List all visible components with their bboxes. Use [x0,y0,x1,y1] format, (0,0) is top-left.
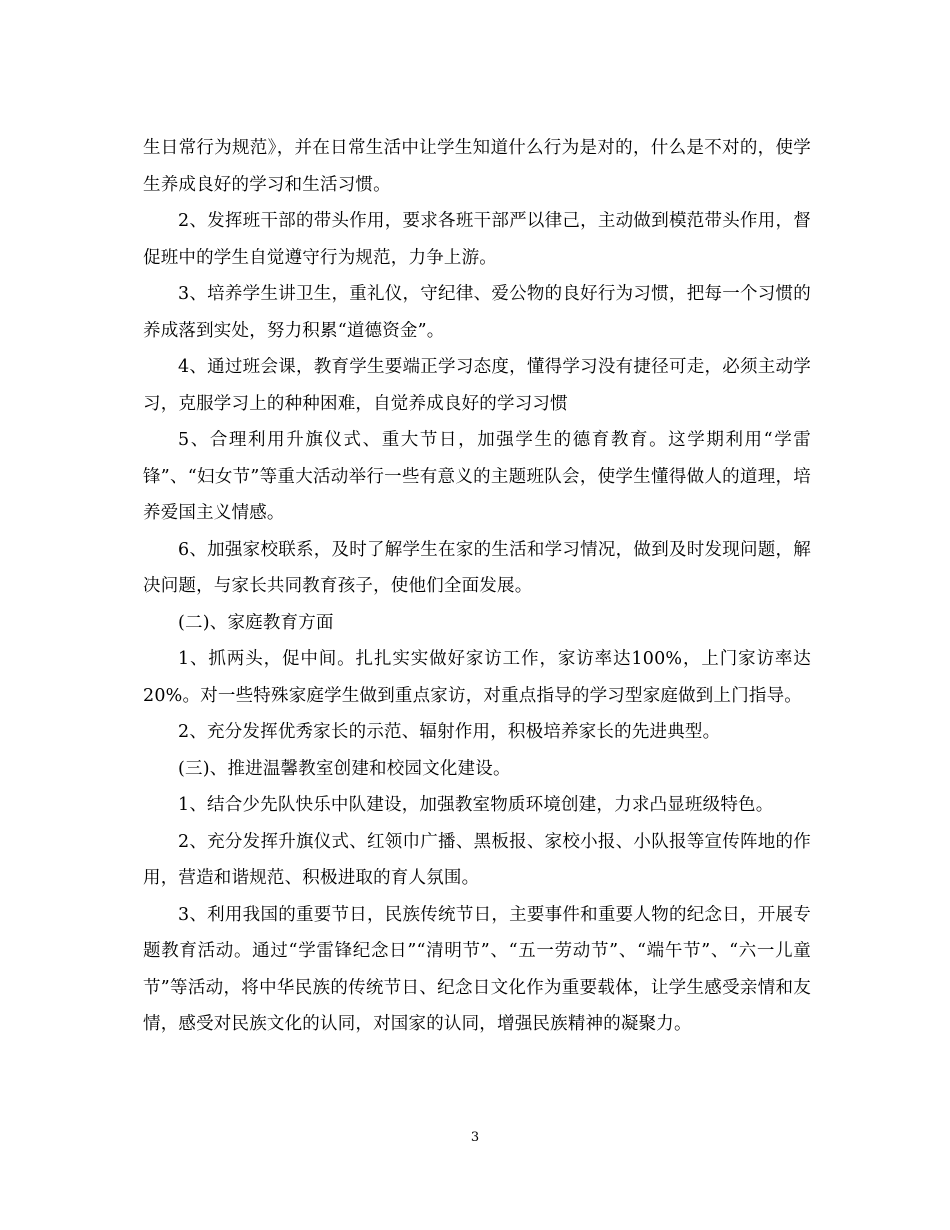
paragraph-family-item-1: 1、抓两头，促中间。扎扎实实做好家访工作，家访率达100%，上门家访率达20%。对一些特殊家庭学生做到重点家访，对重点指导的学习型家庭做到上门指导。 [143,649,811,706]
paragraph-item-5: 5、合理利用升旗仪式、重大节日，加强学生的德育教育。这学期利用“学雷锋”、“妇女节”等重大活动举行一些有意义的主题班队会，使学生懂得做人的道理，培养爱国主义情感。 [143,430,811,523]
paragraph-culture-item-3: 3、利用我国的重要节日，民族传统节日，主要事件和重要人物的纪念日，开展专题教育活动。通过“学雷锋纪念日”“清明节”、“五一劳动节”、“端午节”、“六一儿童节”等活动，将中华民族的传统节日、纪念日文化作为重要载体，让学生感受亲情和友情，感受对民族文化的认同，对国家的认同，增强民族精神的凝聚力。 [143,904,811,1034]
paragraph-family-item-2: 2、充分发挥优秀家长的示范、辐射作用，积极培养家长的先进典型。 [178,722,721,742]
section-heading-classroom-culture: (三)、推进温馨教室创建和校园文化建设。 [178,758,511,779]
page-number: 3 [470,1130,480,1145]
paragraph-culture-item-2: 2、充分发挥升旗仪式、红领巾广播、黑板报、家校小报、小队报等宣传阵地的作用，营造和谐规范、积极进取的育人氛围。 [143,831,811,888]
paragraph-item-6: 6、加强家校联系，及时了解学生在家的生活和学习情况，做到及时发现问题，解决问题，与家长共同教育孩子，使他们全面发展。 [143,539,811,596]
paragraph-item-2: 2、发挥班干部的带头作用，要求各班干部严以律己，主动做到模范带头作用，督促班中的学生自觉遵守行为规范，力争上游。 [143,211,811,268]
section-heading-family-education: (二)、家庭教育方面 [178,612,334,633]
document-body [143,130,811,1043]
paragraph-continuation: 生日常行为规范》，并在日常生活中让学生知道什么行为是对的，什么是不对的，使学生养成良好的学习和生活习惯。 [143,138,811,195]
paragraph-item-4: 4、通过班会课，教育学生要端正学习态度，懂得学习没有捷径可走，必须主动学习，克服学习上的种种困难，自觉养成良好的学习习惯 [143,357,811,414]
paragraph-culture-item-1: 1、结合少先队快乐中队建设，加强教室物质环境创建，力求凸显班级特色。 [178,795,774,815]
paragraph-item-3: 3、培养学生讲卫生，重礼仪，守纪律、爱公物的良好行为习惯，把每一个习惯的养成落到实处，努力积累“道德资金”。 [143,284,811,341]
